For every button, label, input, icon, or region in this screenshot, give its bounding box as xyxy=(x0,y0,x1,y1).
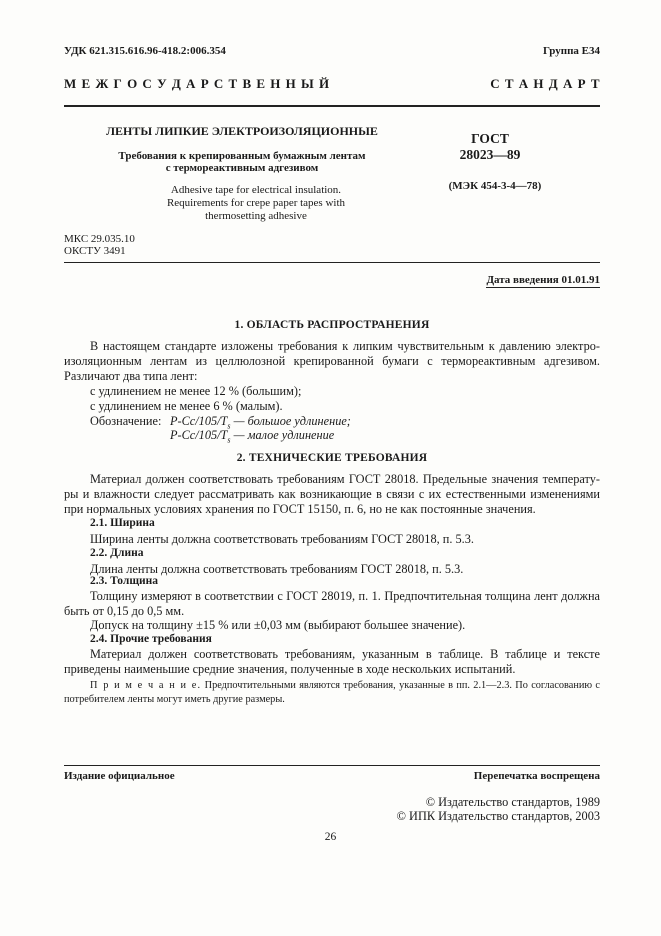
gost-number: 28023—89 xyxy=(459,147,521,162)
section-2-3-text: Толщину измеряют в соответствии с ГОСТ 28019, п. 1. Предпочтительная толщина лент должна быть от 0,15 до 0,5 мм. xyxy=(64,589,600,618)
copyright-2003: © ИПК Издательство стандартов, 2003 xyxy=(396,809,600,823)
english-title-line-3: thermosetting adhesive xyxy=(205,210,307,222)
type-item-2: с удлинением не менее 6 % (малым). xyxy=(90,399,283,413)
designation-small xyxy=(170,428,334,447)
designation-large-desc: — большое удлинение; xyxy=(230,414,351,428)
page-number: 26 xyxy=(324,831,337,843)
footer-divider xyxy=(64,765,600,766)
subtitle-line-2: с термореактивным адгезивом xyxy=(165,162,319,174)
iec-reference: (МЭК 454-3-4—78) xyxy=(448,180,542,192)
copyright-1989: © Издательство стандартов, 1989 xyxy=(425,795,600,809)
title-divider xyxy=(64,262,600,263)
effective-date xyxy=(486,274,600,288)
mks-code: МКС 29.035.10 xyxy=(64,233,135,245)
english-title-line-2: Requirements for crepe paper tapes with xyxy=(166,197,346,209)
note xyxy=(64,679,600,707)
section-2-2-text: Длина ленты должна соответствовать требованиям ГОСТ 28018, п. 5.3. xyxy=(90,562,464,576)
reprint-notice: Перепечатка воспрещена xyxy=(473,770,600,782)
okstu-code: ОКСТУ 3491 xyxy=(64,245,126,257)
section-2-4-heading: 2.4. Прочие требования xyxy=(90,633,212,645)
document-title: ЛЕНТЫ ЛИПКИЕ ЭЛЕКТРОИЗОЛЯЦИОННЫЕ xyxy=(106,124,378,138)
section-2-1-heading: 2.1. Ширина xyxy=(90,517,155,529)
official-edition: Издание официальное xyxy=(64,770,175,782)
gost-label: ГОСТ xyxy=(471,131,509,146)
section-2-3-tolerance: Допуск на толщину ±15 % или ±0,03 мм (выбирают большее значение). xyxy=(90,618,466,632)
section-2-2-heading: 2.2. Длина xyxy=(90,547,144,559)
note-label: П р и м е ч а н и е. xyxy=(90,680,202,691)
type-item-1: с удлинением не менее 12 % (большим); xyxy=(90,384,302,398)
section-2-3-heading: 2.3. Толщина xyxy=(90,575,159,587)
designation-label: Обозначение: xyxy=(90,414,162,428)
subtitle-line-1: Требования к крепированным бумажным лентам xyxy=(118,150,366,162)
banner-left: М Е Ж Г О С У Д А Р С Т В Е Н Н Ы Й xyxy=(64,76,330,91)
note-text: Предпочтительными являются требования, указанные в пп. 2.1—2.3. По согласованию с потребителем ленты могут иметь другие размеры. xyxy=(64,680,600,705)
udk-code: УДК 621.315.616.96-418.2:006.354 xyxy=(64,45,226,57)
effective-date-label: Дата введения xyxy=(486,274,559,286)
header-divider xyxy=(64,105,600,107)
section-2-1-text: Ширина ленты должна соответствовать требованиям ГОСТ 28018, п. 5.3. xyxy=(90,532,474,546)
designation-large-sub: s xyxy=(227,421,231,431)
section-2-heading: 2. ТЕХНИЧЕСКИЕ ТРЕБОВАНИЯ xyxy=(236,452,428,464)
section-2-4-text: Материал должен соответствовать требованиям, указанным в таблице. В таблице и тексте приведены наименьшие средние значения, полученные в ходе нескольких испытаний. xyxy=(64,647,600,676)
section-2-paragraph: Материал должен соответствовать требованиям ГОСТ 28018. Предельные значения температуры и влажности следует рассматривать как возникающие в связи с их естественными изменениями при нормальных условиях хранения по ГОСТ 15150, п. 6, но не как постоянные значения. xyxy=(64,472,600,516)
group-code: Группа Е34 xyxy=(542,45,600,57)
effective-date-value: 01.01.91 xyxy=(561,274,600,286)
designation-small-sub: s xyxy=(227,435,231,445)
designation-small-desc: — малое удлинение xyxy=(230,428,335,442)
designation-large-code: P-Cc/105/T xyxy=(170,414,228,428)
section-1-paragraph: В настоящем стандарте изложены требования к липким чувствительным к давлению электроизоляционным лентам из целлюлозной крепированной бумаги с термореактивным адгезивом. Различают два типа лент: xyxy=(64,339,600,383)
english-title-line-1: Adhesive tape for electrical insulation. xyxy=(170,184,342,196)
designation-small-code: P-Cc/105/T xyxy=(170,428,228,442)
banner-right: С Т А Н Д А Р Т xyxy=(490,76,600,91)
section-1-heading: 1. ОБЛАСТЬ РАСПРОСТРАНЕНИЯ xyxy=(234,319,430,331)
